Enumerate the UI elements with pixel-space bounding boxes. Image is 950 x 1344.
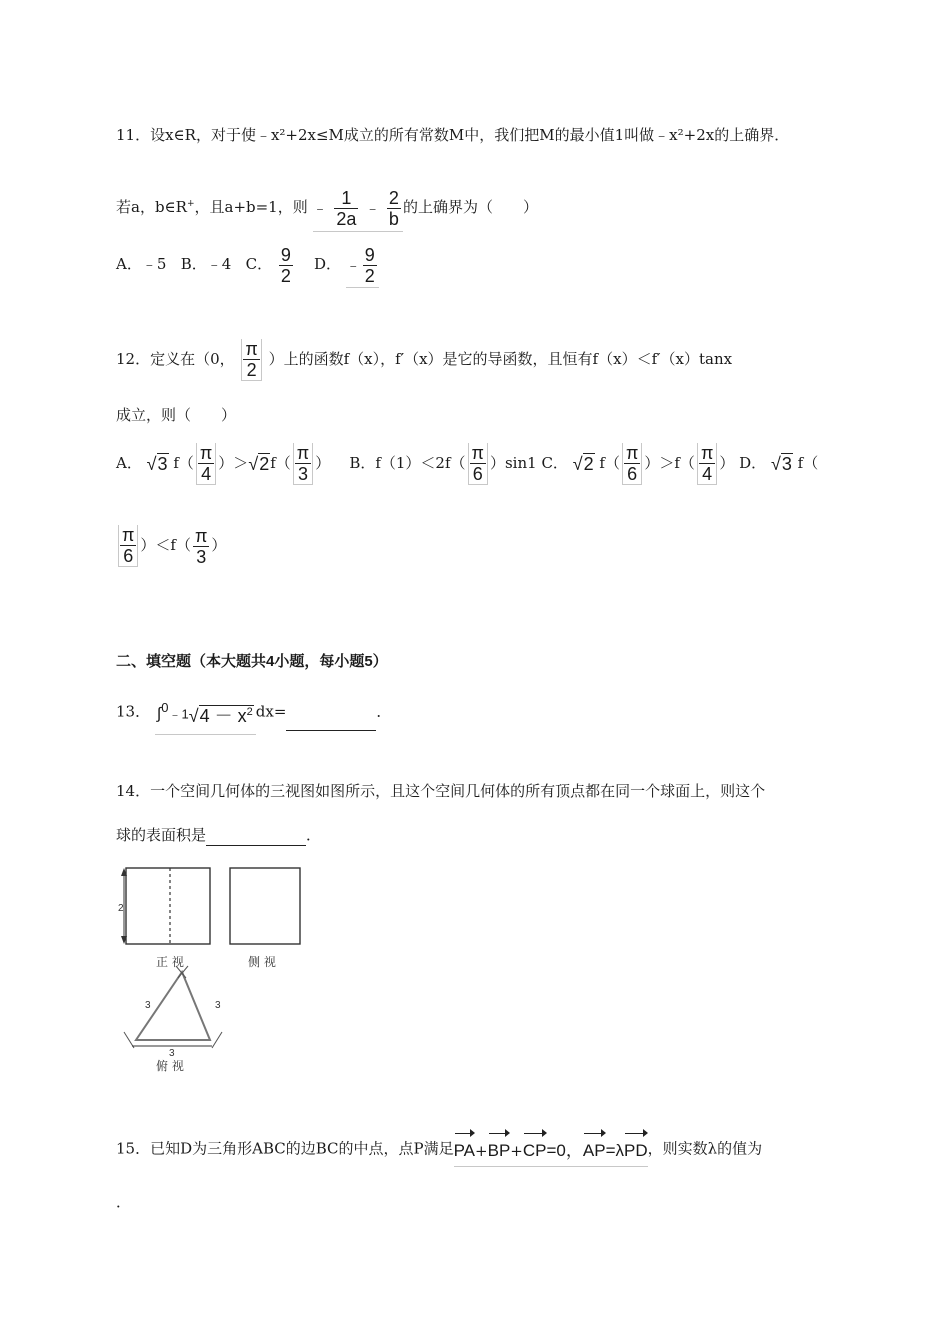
- top-view-label: 俯 视: [156, 1059, 184, 1073]
- q11-line1: [116, 125, 789, 145]
- fraction: $\frac{\pi}{3}$: [293, 443, 313, 485]
- base-label: 3: [169, 1048, 175, 1059]
- side-view-label: 侧 视: [248, 955, 276, 969]
- answer-blank[interactable]: [206, 825, 306, 846]
- option-a: A． √3 f（ $\frac{\pi}{4}$ ）＞√2f（ $\frac{\pi}{3}$ ）: [116, 454, 335, 472]
- fraction: $\frac{\pi}{6}$: [468, 443, 488, 485]
- q12-line2: 成立，则（ ）: [116, 406, 237, 424]
- sqrt: √2: [248, 454, 270, 474]
- sqrt: √3: [146, 454, 168, 474]
- option-b: B．f（1）＜2f（ $\frac{\pi}{6}$ ）sin1: [349, 443, 537, 484]
- q11-text: 11．设x∈R，对于使﹣x²+2x≤M成立的所有常数M中，我们把M的最小值1叫做﹣x²+2x的上确界．: [116, 126, 790, 144]
- height-label: 2: [118, 903, 124, 914]
- fraction: $\frac{9}{2}$: [280, 244, 291, 286]
- option-d-start: D． √3 f（: [739, 454, 818, 472]
- q12-line1: 12．定义在（0， $\frac{\pi}{2}$ ）上的函数f（x），f′（x）是它的导函数，且恒有f（x）＜f′（x）tanx: [116, 339, 733, 380]
- q11-options: A．﹣5 B．﹣4 C． $\frac{9}{2}$ D． ﹣ $\frac{9}{2}$: [116, 242, 379, 288]
- q12-option-d-cont: $\frac{\pi}{6}$ ）＜f（ $\frac{\pi}{3}$ ）: [116, 522, 226, 568]
- side-view-rect: [230, 868, 300, 944]
- fraction: $\frac{\pi}{4}$: [697, 443, 717, 485]
- fraction: $\frac{\pi}{6}$: [622, 443, 642, 485]
- q11-expression: ﹣ $\frac{1}{2a}$ ﹣ $\frac{2}{b}$: [313, 185, 403, 232]
- sqrt: √3: [770, 454, 792, 474]
- fraction: $\frac{9}{2}$: [364, 245, 375, 286]
- side-left-label: 3: [145, 1000, 151, 1011]
- q14-line2: 球的表面积是 ．: [116, 826, 322, 844]
- fraction: $\frac{\pi}{3}$: [194, 525, 208, 567]
- fraction: $\frac{\pi}{4}$: [196, 443, 216, 485]
- integral-expression: ∫$^0$﹣1√4 － $x^2$: [155, 690, 256, 735]
- q15-line2: ．: [116, 1193, 132, 1211]
- three-view-figure: [112, 862, 308, 1074]
- q11-line2: 若a，b∈R+，且a+b=1，则 ﹣ $\frac{1}{2a}$ ﹣ $\frac{2}{b}$ 的上确界为（ ）: [116, 181, 538, 232]
- q13-line: 13． ∫$^0$﹣1√4 － $x^2$ dx= ．: [116, 690, 391, 735]
- fraction: $\frac{2}{b}$: [388, 188, 399, 229]
- section-title: 二、填空题（本大题共4小题，每小题5）: [116, 653, 388, 670]
- fraction: $\frac{1}{2a}$: [336, 188, 357, 229]
- sqrt: $√4 - x^2$: [188, 706, 253, 727]
- option-c: C． √2 f（ $\frac{\pi}{6}$ ）＞f（ $\frac{\pi}{4}$ ）: [541, 454, 739, 472]
- vector-condition: PA+BP+CP=0，AP=λPD: [454, 1132, 648, 1167]
- fraction: $\frac{\pi}{2}$: [241, 339, 261, 381]
- answer-blank[interactable]: [286, 694, 376, 731]
- side-right-label: 3: [215, 1000, 221, 1011]
- front-view-rect: [126, 868, 210, 944]
- fraction: $\frac{\pi}{6}$: [118, 525, 138, 567]
- sqrt: √2: [572, 454, 594, 474]
- front-view-label: 正 视: [156, 955, 184, 969]
- q14-line1: 14．一个空间几何体的三视图如图所示，且这个空间几何体的所有顶点都在同一个球面上，则这个: [116, 782, 766, 800]
- q15-line1: 15．已知D为三角形ABC的边BC的中点，点P满足PA+BP+CP=0，AP=λPD，则实数λ的值为: [116, 1132, 762, 1167]
- q12-options: [116, 440, 818, 487]
